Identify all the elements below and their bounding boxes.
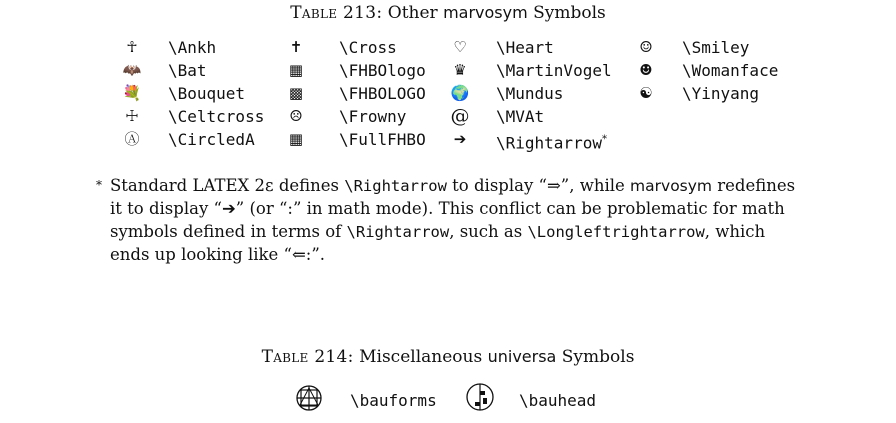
symbol-command: \Frowny bbox=[339, 107, 407, 126]
footnote-line-3 bbox=[110, 220, 765, 244]
celtcross-icon: ☩ bbox=[125, 107, 139, 125]
symbol-command: \FHBOlogo bbox=[339, 61, 426, 80]
frowny-icon: ☹ bbox=[289, 107, 303, 125]
martin-vogel-icon: ♛ bbox=[453, 61, 467, 79]
footnote-text: , which bbox=[704, 222, 766, 241]
womanface-icon: ☻ bbox=[639, 61, 653, 79]
symbol-table-214 bbox=[0, 383, 896, 413]
bauforms-icon bbox=[294, 383, 324, 413]
bauhead-icon bbox=[465, 381, 495, 413]
caption-pre: Miscellaneous bbox=[359, 347, 483, 367]
symbol-command: \MVAt bbox=[496, 107, 545, 126]
full-fhbo-icon: ▦ bbox=[288, 130, 304, 148]
footnote-text: defines bbox=[278, 176, 340, 195]
footnote-line-2: it to display “➔” (or “:” in math mode). This conflict can be problematic for math bbox=[110, 199, 785, 218]
footnote-mark: * bbox=[601, 134, 607, 145]
table-214-caption bbox=[0, 347, 896, 367]
symbol-command: \Ankh bbox=[168, 38, 217, 57]
table-213-caption bbox=[0, 3, 896, 23]
mvat-icon: @ bbox=[450, 105, 470, 127]
symbol-command: \Bouquet bbox=[168, 84, 246, 103]
footnote-text: redefines bbox=[717, 176, 796, 195]
caption-post: Symbols bbox=[561, 347, 635, 367]
caption-label: Table 214: bbox=[261, 347, 354, 367]
symbol-command bbox=[496, 128, 607, 154]
bouquet-icon: 💐 bbox=[122, 84, 142, 102]
footnote-line-4: ends up looking like “⇐:”. bbox=[110, 245, 326, 264]
longleftrightarrow-command: \Longleftrightarrow bbox=[527, 223, 705, 241]
footnote-text: Standard bbox=[110, 176, 188, 195]
latex-logo: LATEX 2ε bbox=[192, 176, 274, 195]
caption-package: marvosym bbox=[443, 3, 528, 22]
fhbo-logo-icon: ▦ bbox=[288, 61, 304, 79]
heart-icon: ♡ bbox=[453, 38, 467, 56]
package-name: marvosym bbox=[630, 177, 713, 195]
symbol-command: \Mundus bbox=[496, 84, 564, 103]
symbol-command: \Womanface bbox=[682, 61, 779, 80]
caption-pre: Other bbox=[387, 3, 438, 23]
symbol-table-213 bbox=[0, 36, 896, 156]
bauforms-command: \bauforms bbox=[350, 391, 437, 410]
symbol-command: \Yinyang bbox=[682, 84, 760, 103]
symbol-command: \Celtcross bbox=[168, 107, 265, 126]
circled-a-icon: Ⓐ bbox=[124, 130, 140, 148]
symbol-command: \FullFHBO bbox=[339, 130, 426, 149]
smiley-icon: ☺ bbox=[639, 38, 653, 56]
footnote-text: symbols defined in terms of bbox=[110, 222, 342, 241]
footnote-text: to display “⇒”, while bbox=[452, 176, 625, 195]
cross-icon: ✝ bbox=[289, 38, 303, 56]
rightarrow-command: \Rightarrow bbox=[496, 133, 602, 153]
mundus-icon: 🌍 bbox=[450, 84, 470, 102]
symbol-command: \MartinVogel bbox=[496, 61, 612, 80]
symbol-command: \Smiley bbox=[682, 38, 750, 57]
caption-label: Table 213: bbox=[290, 3, 383, 23]
symbol-command: \Bat bbox=[168, 61, 207, 80]
bauhead-command: \bauhead bbox=[519, 391, 597, 410]
symbol-command: \Heart bbox=[496, 38, 554, 57]
rightarrow-command: \Rightarrow bbox=[346, 223, 450, 241]
yinyang-icon: ☯ bbox=[639, 84, 653, 102]
bat-icon: 🦇 bbox=[122, 61, 142, 79]
footnote-text: , such as bbox=[449, 222, 523, 241]
caption-post: Symbols bbox=[533, 3, 606, 23]
symbol-command: \CircledA bbox=[168, 130, 255, 149]
fhbo-logo-filled-icon: ▩ bbox=[288, 84, 304, 102]
rightarrow-command: \Rightarrow bbox=[344, 177, 447, 195]
symbol-command: \Cross bbox=[339, 38, 397, 57]
footnote-line-1 bbox=[110, 174, 795, 198]
caption-package: universa bbox=[487, 347, 557, 366]
rightarrow-icon: ➔ bbox=[453, 130, 467, 148]
ankh-icon: ☥ bbox=[126, 38, 138, 56]
footnote-mark: * bbox=[96, 178, 102, 192]
symbol-command: \FHBOLOGO bbox=[339, 84, 426, 103]
